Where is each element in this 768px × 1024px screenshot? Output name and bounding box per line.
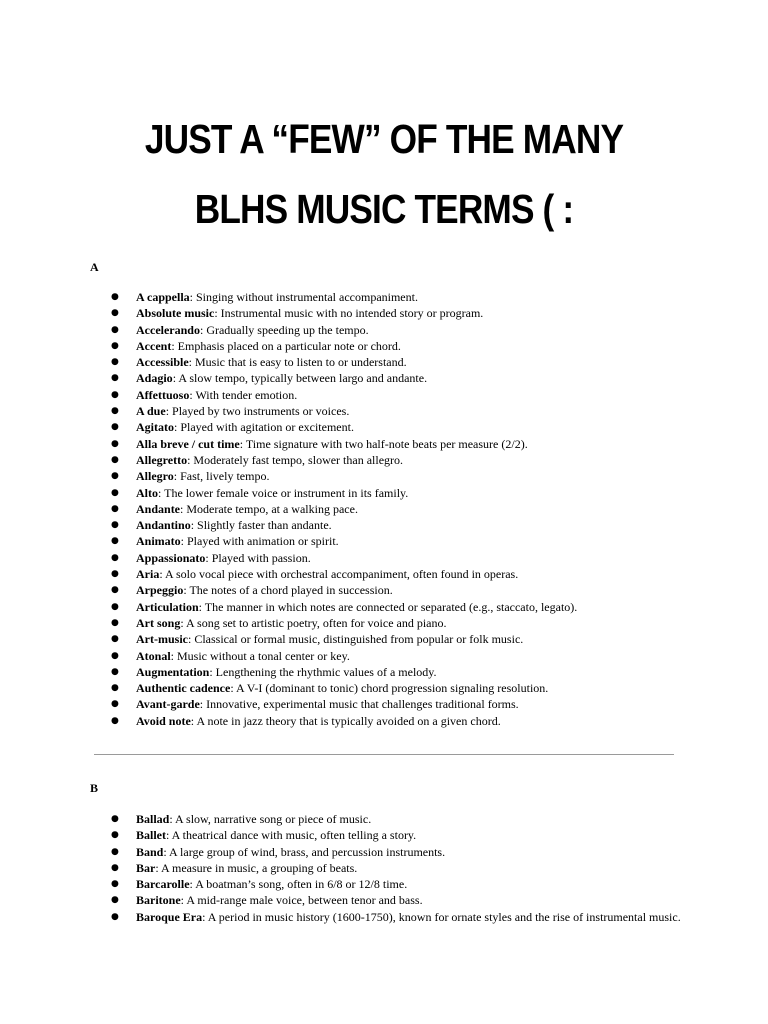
term-name: A cappella xyxy=(136,290,190,304)
bullet-icon: ● xyxy=(111,438,119,449)
term-name: Appassionato xyxy=(136,550,206,565)
list-item xyxy=(0,680,768,696)
term-name: Band xyxy=(136,844,164,859)
term-definition: : A solo vocal piece with orchestral accompaniment, often found in operas. xyxy=(159,567,519,582)
list-item xyxy=(0,305,768,321)
term-name: Agitato xyxy=(136,420,174,435)
bullet-icon: ● xyxy=(111,552,119,563)
page-title-line-1: JUST A “FEW” OF THE MANY xyxy=(144,116,624,162)
list-item xyxy=(0,892,768,908)
list-item xyxy=(0,485,768,501)
term-definition: : Fast, lively tempo. xyxy=(173,469,270,484)
list-item xyxy=(0,403,768,419)
list-item xyxy=(0,517,768,533)
list-item xyxy=(0,827,768,843)
term-name: Baroque Era xyxy=(136,909,203,924)
page-title-line-2: BLHS MUSIC TERMS ( : xyxy=(194,186,574,232)
bullet-icon: ● xyxy=(111,715,119,726)
list-item xyxy=(0,696,768,712)
term-definition: : A slow, narrative song or piece of music. xyxy=(169,812,372,826)
list-item xyxy=(0,322,768,338)
list-item xyxy=(0,533,768,549)
term-definition: : The notes of a chord played in succession. xyxy=(183,583,393,598)
list-item xyxy=(0,501,768,517)
list-item xyxy=(0,599,768,615)
term-name: Atonal xyxy=(136,648,171,663)
term-name: Ballad xyxy=(136,812,170,826)
bullet-icon: ● xyxy=(111,308,119,319)
term-name: Absolute music xyxy=(136,306,215,321)
list-item xyxy=(0,468,768,484)
term-definition: : A slow tempo, typically between largo and andante. xyxy=(172,371,428,386)
term-definition: : Slightly faster than andante. xyxy=(190,518,332,533)
bullet-icon: ● xyxy=(111,895,119,906)
bullet-icon: ● xyxy=(111,617,119,628)
section-divider xyxy=(94,754,674,755)
term-name: Allegretto xyxy=(136,452,188,467)
term-list-a xyxy=(0,289,768,729)
bullet-icon: ● xyxy=(111,879,119,890)
bullet-icon: ● xyxy=(111,585,119,596)
term-list-b xyxy=(0,811,768,925)
bullet-icon: ● xyxy=(111,862,119,873)
term-name: Andantino xyxy=(136,518,191,533)
bullet-icon: ● xyxy=(111,814,119,824)
list-item xyxy=(0,631,768,647)
list-item xyxy=(0,436,768,452)
section-heading-b: B xyxy=(90,781,99,795)
term-name: Accessible xyxy=(136,355,189,370)
term-definition: : Music without a tonal center or key. xyxy=(170,648,350,663)
term-name: Art song xyxy=(136,615,181,630)
list-item xyxy=(0,354,768,370)
term-name: Articulation xyxy=(136,599,199,614)
term-name: Adagio xyxy=(136,371,173,386)
list-item xyxy=(0,860,768,876)
term-name: Alto xyxy=(136,485,158,500)
bullet-icon: ● xyxy=(111,357,119,368)
term-definition: : Lengthening the rhythmic values of a melody. xyxy=(209,664,437,679)
term-name: Baritone xyxy=(136,893,181,908)
term-definition: : Emphasis placed on a particular note or chord. xyxy=(171,338,401,353)
list-item xyxy=(0,648,768,664)
term-definition: : Music that is easy to listen to or understand. xyxy=(188,355,407,370)
term-name: Augmentation xyxy=(136,664,210,679)
term-definition: : A large group of wind, brass, and percussion instruments. xyxy=(163,844,446,859)
list-item xyxy=(0,566,768,582)
bullet-icon: ● xyxy=(111,503,119,514)
term-definition: : With tender emotion. xyxy=(189,387,298,402)
bullet-icon: ● xyxy=(111,650,119,661)
term-name: Ballet xyxy=(136,828,166,843)
term-definition: : Played by two instruments or voices. xyxy=(165,404,350,419)
term-name: Aria xyxy=(136,567,160,582)
list-item xyxy=(0,289,768,305)
bullet-icon: ● xyxy=(111,536,119,547)
bullet-icon: ● xyxy=(111,487,119,498)
bullet-icon: ● xyxy=(111,634,119,645)
term-name: Affettuoso xyxy=(136,387,190,402)
list-item xyxy=(0,387,768,403)
term-name: Allegro xyxy=(136,469,174,484)
term-definition: : Moderately fast tempo, slower than allegro. xyxy=(187,452,404,467)
bullet-icon: ● xyxy=(111,422,119,433)
bullet-icon: ● xyxy=(111,454,119,465)
bullet-icon: ● xyxy=(111,406,119,417)
bullet-icon: ● xyxy=(111,846,119,857)
bullet-icon: ● xyxy=(111,292,119,302)
term-name: Avant-garde xyxy=(136,697,200,712)
list-item xyxy=(0,338,768,354)
bullet-icon: ● xyxy=(111,324,119,335)
term-name: Avoid note xyxy=(136,713,191,728)
bullet-icon: ● xyxy=(111,683,119,694)
list-item xyxy=(0,615,768,631)
term-name: Barcarolle xyxy=(136,877,190,892)
bullet-icon: ● xyxy=(111,830,119,841)
term-name: Accelerando xyxy=(136,322,200,337)
bullet-icon: ● xyxy=(111,666,119,677)
term-definition: : Instrumental music with no intended story or program. xyxy=(214,306,484,321)
term-name: Alla breve / cut time xyxy=(136,436,240,451)
list-item xyxy=(0,370,768,386)
term-definition: : A boatman’s song, often in 6/8 or 12/8 time. xyxy=(189,877,408,892)
term-definition: : A measure in music, a grouping of beats. xyxy=(155,860,358,875)
list-item xyxy=(0,844,768,860)
term-name: Bar xyxy=(136,860,156,875)
term-definition: : Gradually speeding up the tempo. xyxy=(199,322,369,337)
list-item xyxy=(0,550,768,566)
list-item xyxy=(0,876,768,892)
bullet-icon: ● xyxy=(111,373,119,384)
term-definition: : Moderate tempo, at a walking pace. xyxy=(180,501,358,516)
term-definition: : Singing without instrumental accompaniment. xyxy=(189,290,418,304)
term-name: A due xyxy=(136,404,166,419)
list-item xyxy=(0,582,768,598)
term-definition: : A V-I (dominant to tonic) chord progression signaling resolution. xyxy=(230,681,549,696)
term-definition: : A note in jazz theory that is typically avoided on a given chord. xyxy=(190,713,501,728)
term-definition: : Played with passion. xyxy=(205,550,311,565)
bullet-icon: ● xyxy=(111,601,119,612)
bullet-icon: ● xyxy=(111,471,119,482)
bullet-icon: ● xyxy=(111,520,119,531)
term-name: Andante xyxy=(136,501,181,516)
term-name: Accent xyxy=(136,338,172,353)
term-definition: : A mid-range male voice, between tenor and bass. xyxy=(180,893,423,908)
list-item xyxy=(0,713,768,729)
term-definition: : The manner in which notes are connected or separated (e.g., staccato, legato). xyxy=(198,599,578,614)
term-definition: : A period in music history (1600-1750), known for ornate styles and the rise of instrumental music. xyxy=(202,909,681,924)
section-heading-a: A xyxy=(90,260,99,274)
term-name: Arpeggio xyxy=(136,583,184,598)
term-definition: : The lower female voice or instrument in its family. xyxy=(158,485,409,500)
term-definition: : Played with animation or spirit. xyxy=(180,534,339,549)
term-definition: : Played with agitation or excitement. xyxy=(174,420,354,435)
term-definition: : Time signature with two half-note beats per measure (2/2). xyxy=(239,436,528,451)
term-definition: : A theatrical dance with music, often telling a story. xyxy=(166,828,417,843)
term-definition: : Innovative, experimental music that challenges traditional forms. xyxy=(199,697,519,712)
term-name: Art-music xyxy=(136,632,188,647)
bullet-icon: ● xyxy=(111,911,119,922)
term-definition: : Classical or formal music, distinguished from popular or folk music. xyxy=(187,632,524,647)
list-item xyxy=(0,452,768,468)
list-item xyxy=(0,419,768,435)
term-name: Authentic cadence xyxy=(136,681,231,696)
bullet-icon: ● xyxy=(111,569,119,580)
list-item xyxy=(0,664,768,680)
term-name: Animato xyxy=(136,534,181,549)
bullet-icon: ● xyxy=(111,340,119,351)
bullet-icon: ● xyxy=(111,699,119,710)
term-definition: : A song set to artistic poetry, often for voice and piano. xyxy=(180,615,447,630)
bullet-icon: ● xyxy=(111,389,119,400)
list-item xyxy=(0,909,768,925)
list-item xyxy=(0,811,768,827)
